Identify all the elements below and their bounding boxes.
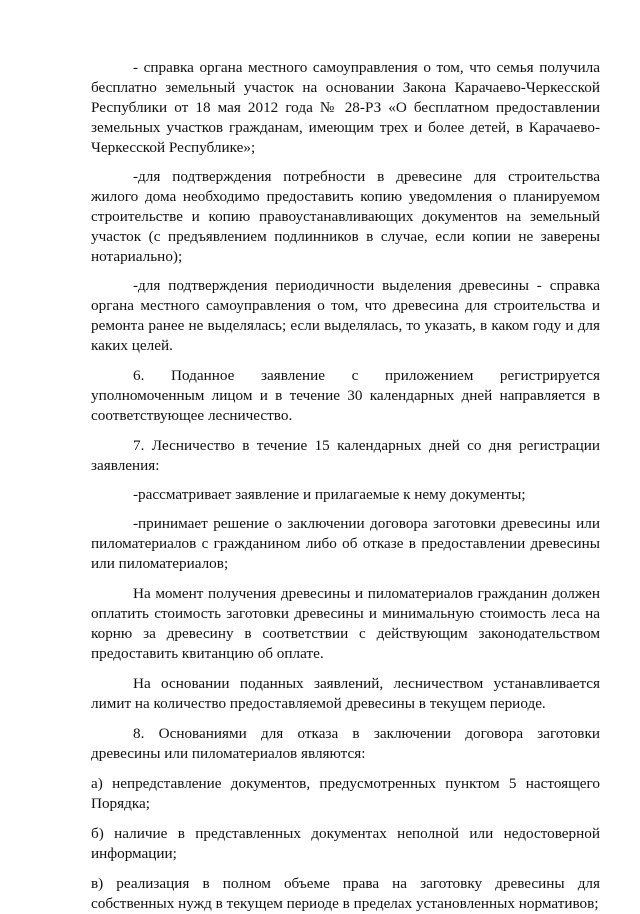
paragraph-certificate-land: - справка органа местного самоуправления о том, что семья получила бесплатно земельный участок на основании Закона Карачаево-Черкесской Республики от 18 мая 2012 года № 28-РЗ «О бесплатном предоставлении земельных участков гражданам, имеющим трех и более детей, в Карачаево-Черкесской Республике»;: [91, 59, 600, 156]
paragraph-decision: -принимает решение о заключении договора заготовки древесины или пиломатериалов с гражданином либо об отказе в предоставлении древесины или пиломатериалов;: [91, 515, 600, 572]
paragraph-item-8: 8. Основаниями для отказа в заключении договора заготовки древесины или пиломатериалов являются:: [91, 725, 600, 762]
paragraph-item-7: 7. Лесничество в течение 15 календарных дней со дня регистрации заявления:: [91, 437, 600, 474]
paragraph-review: -рассматривает заявление и прилагаемые к нему документы;: [133, 486, 526, 503]
paragraph-item-6: 6. Поданное заявление с приложением регистрируется уполномоченным лицом и в течение 30 календарных дней направляется в соответствующее лесничество.: [91, 367, 600, 424]
paragraph-limit: На основании поданных заявлений, лесничеством устанавливается лимит на количество предоставляемой древесины в текущем периоде.: [91, 675, 600, 712]
paragraph-reason-c: в) реализация в полном объеме права на заготовку древесины для собственных нужд в текущем периоде в пределах установленных нормативов;: [91, 875, 600, 912]
paragraph-payment: На момент получения древесины и пиломатериалов гражданин должен оплатить стоимость заготовки древесины и минимальную стоимость леса на корню за древесину в соответствии с действующим законодательством предоставить квитанцию об оплате.: [91, 585, 600, 662]
paragraph-reason-a: а) непредставление документов, предусмотренных пунктом 5 настоящего Порядка;: [91, 775, 600, 812]
paragraph-construction-need: -для подтверждения потребности в древесине для строительства жилого дома необходимо предоставить копию уведомления о планируемом строительстве и копию правоустанавливающих документов на земельный участок (с предъявлением подлинников в случае, если копии не заверены нотариально);: [91, 168, 600, 265]
paragraph-reason-b: б) наличие в представленных документах неполной или недостоверной информации;: [91, 825, 600, 862]
paragraph-periodicity: -для подтверждения периодичности выделения древесины - справка органа местного самоуправления о том, что древесина для строительства и ремонта ранее не выделялась; если выделялась, то указать, в каком году и для каких целей.: [91, 277, 600, 354]
